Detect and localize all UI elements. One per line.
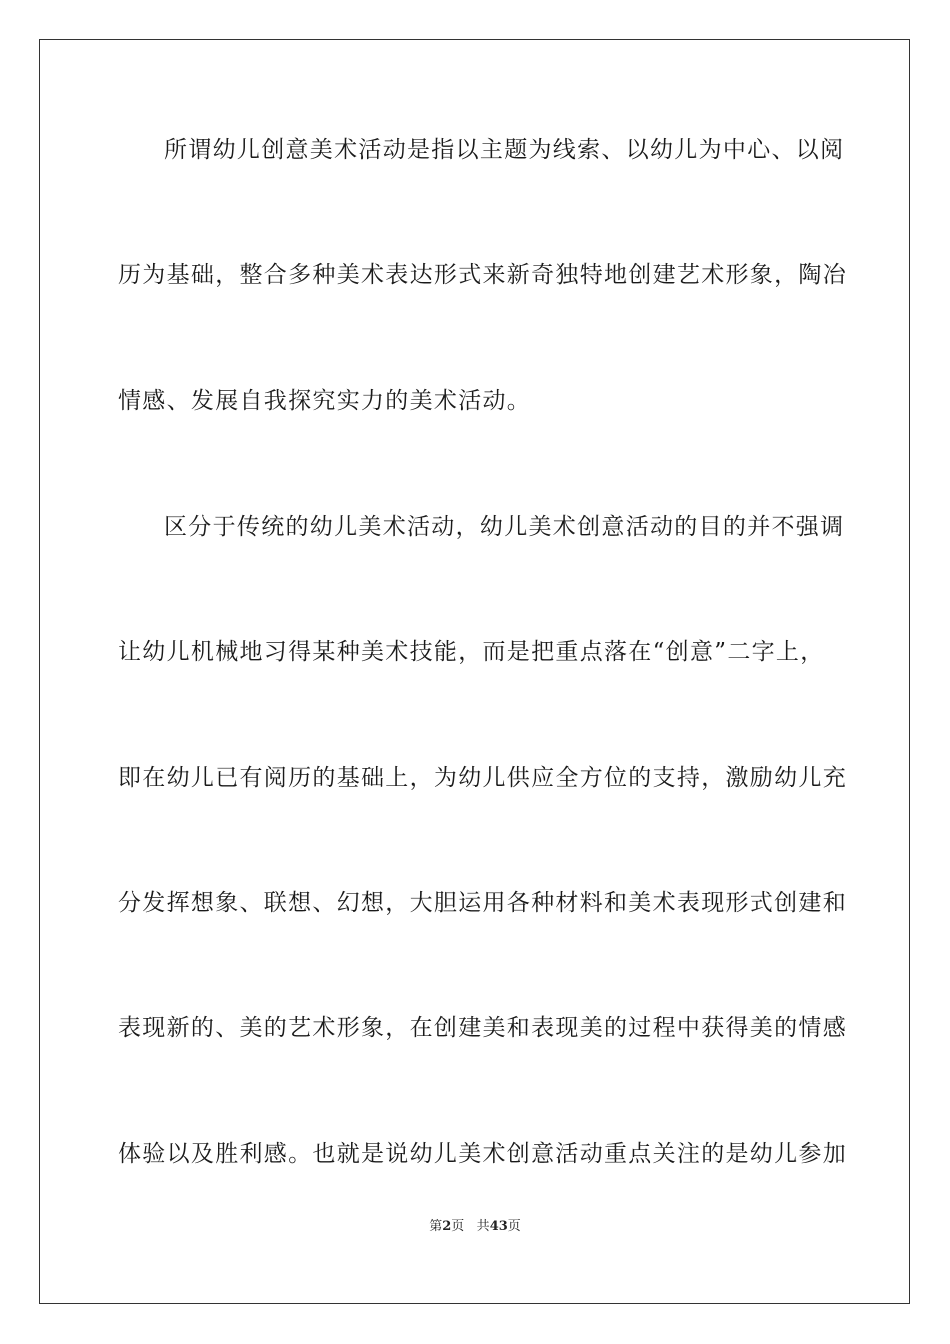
- paragraph-2-line-4: 分发挥想象、联想、幻想，大胆运用各种材料和美术表现形式创建和: [118, 890, 847, 916]
- page-border: [39, 39, 910, 1304]
- paragraph-2-line-3: 即在幼儿已有阅历的基础上，为幼儿供应全方位的支持，激励幼儿充: [118, 765, 847, 791]
- paragraph-1-line-1: 所谓幼儿创意美术活动是指以主题为线索、以幼儿为中心、以阅: [164, 137, 845, 163]
- page-footer: [0, 1218, 950, 1236]
- total-prefix: 共: [476, 1219, 490, 1234]
- paragraph-2-line-5: 表现新的、美的艺术形象，在创建美和表现美的过程中获得美的情感: [118, 1015, 847, 1041]
- page-number: 2: [442, 1219, 452, 1234]
- paragraph-2-line-6: 体验以及胜利感。也就是说幼儿美术创意活动重点关注的是幼儿参加: [118, 1141, 847, 1167]
- paragraph-1-line-2: 历为基础，整合多种美术表达形式来新奇独特地创建艺术形象，陶冶: [118, 262, 847, 288]
- paragraph-1-line-3: 情感、发展自我探究实力的美术活动。: [118, 388, 532, 414]
- page-prefix: 第: [429, 1219, 443, 1234]
- paragraph-2-line-1: 区分于传统的幼儿美术活动，幼儿美术创意活动的目的并不强调: [164, 514, 845, 540]
- page-suffix: 页: [451, 1219, 465, 1234]
- total-suffix: 页: [507, 1219, 521, 1234]
- paragraph-2-line-2: 让幼儿机械地习得某种美术技能，而是把重点落在“创意”二字上，: [118, 639, 825, 665]
- total-pages: 43: [489, 1219, 508, 1234]
